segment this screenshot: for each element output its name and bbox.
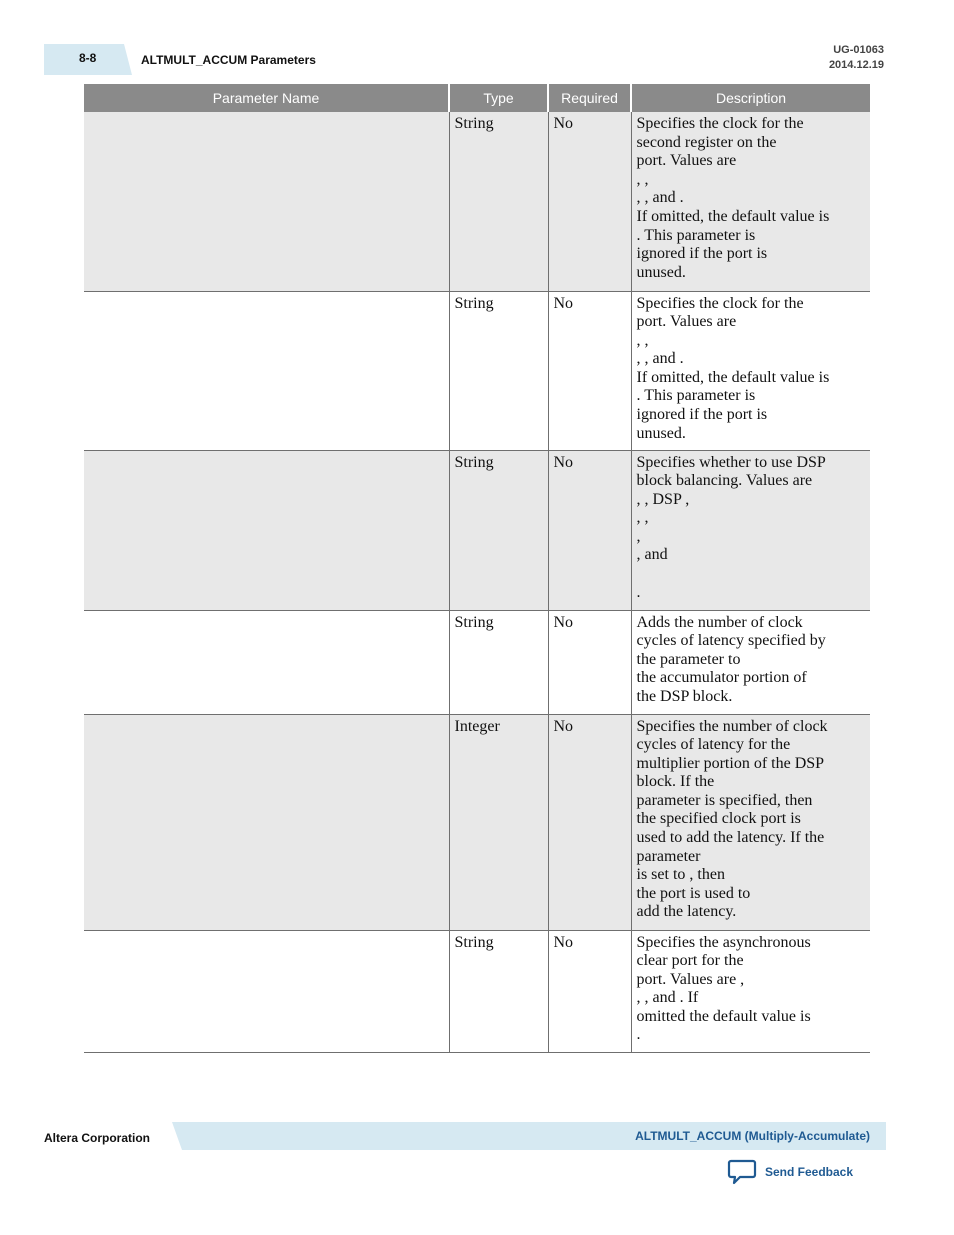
column-header-description: Description bbox=[631, 84, 870, 112]
column-header-type: Type bbox=[449, 84, 548, 112]
type-cell: Integer bbox=[449, 714, 548, 930]
section-title: ALTMULT_ACCUM Parameters bbox=[141, 53, 316, 67]
parameter-name-cell bbox=[84, 112, 449, 291]
send-feedback-link[interactable] bbox=[727, 1158, 853, 1186]
description-cell: Specifies the asynchronous clear port for the port. Values are , , , and . If omitted the default value is . bbox=[631, 930, 870, 1052]
type-cell: String bbox=[449, 450, 548, 610]
footer-doc-title[interactable]: ALTMULT_ACCUM (Multiply-Accumulate) bbox=[635, 1129, 870, 1143]
description-cell: Adds the number of clock cycles of latency specified by the parameter to the accumulator portion of the DSP block. bbox=[631, 610, 870, 714]
parameter-name-cell bbox=[84, 610, 449, 714]
parameter-name-cell bbox=[84, 930, 449, 1052]
page-number: 8-8 bbox=[79, 51, 97, 65]
doc-id: UG-01063 bbox=[833, 44, 884, 56]
required-cell: No bbox=[548, 610, 631, 714]
type-cell: String bbox=[449, 930, 548, 1052]
table-row bbox=[84, 291, 870, 450]
table-row bbox=[84, 450, 870, 610]
required-cell: No bbox=[548, 112, 631, 291]
send-feedback-label: Send Feedback bbox=[765, 1165, 854, 1179]
parameter-table bbox=[84, 84, 870, 1053]
table-row bbox=[84, 112, 870, 291]
description-cell: Specifies the clock for the second register on the port. Values are , , , , and . If omitted, the default value is . This parameter is ignored if the port is unused. bbox=[631, 112, 870, 291]
table-row bbox=[84, 714, 870, 930]
parameter-name-cell bbox=[84, 291, 449, 450]
description-cell: Specifies the number of clock cycles of latency for the multiplier portion of the DSP block. If the parameter is specified, then the specified clock port is used to add the latency. If the parameter is set to , then the port is used to add the latency. bbox=[631, 714, 870, 930]
column-header-parameter-name: Parameter Name bbox=[84, 84, 449, 112]
parameter-name-cell bbox=[84, 714, 449, 930]
required-cell: No bbox=[548, 714, 631, 930]
required-cell: No bbox=[548, 450, 631, 610]
parameter-name-cell bbox=[84, 450, 449, 610]
company-name: Altera Corporation bbox=[44, 1131, 151, 1145]
column-header-required: Required bbox=[548, 84, 631, 112]
description-cell: Specifies whether to use DSP block balancing. Values are , , DSP , , , , , and . bbox=[631, 450, 870, 610]
table-row bbox=[84, 610, 870, 714]
type-cell: String bbox=[449, 112, 548, 291]
table-row bbox=[84, 930, 870, 1052]
doc-date: 2014.12.19 bbox=[828, 59, 884, 71]
description-cell: Specifies the clock for the port. Values are , , , , and . If omitted, the default value is . This parameter is ignored if the port is unused. bbox=[631, 291, 870, 450]
doc-id-block bbox=[829, 43, 884, 73]
required-cell: No bbox=[548, 291, 631, 450]
speech-bubble-icon bbox=[727, 1158, 757, 1186]
type-cell: String bbox=[449, 610, 548, 714]
type-cell: String bbox=[449, 291, 548, 450]
required-cell: No bbox=[548, 930, 631, 1052]
table-header-row bbox=[84, 84, 870, 112]
